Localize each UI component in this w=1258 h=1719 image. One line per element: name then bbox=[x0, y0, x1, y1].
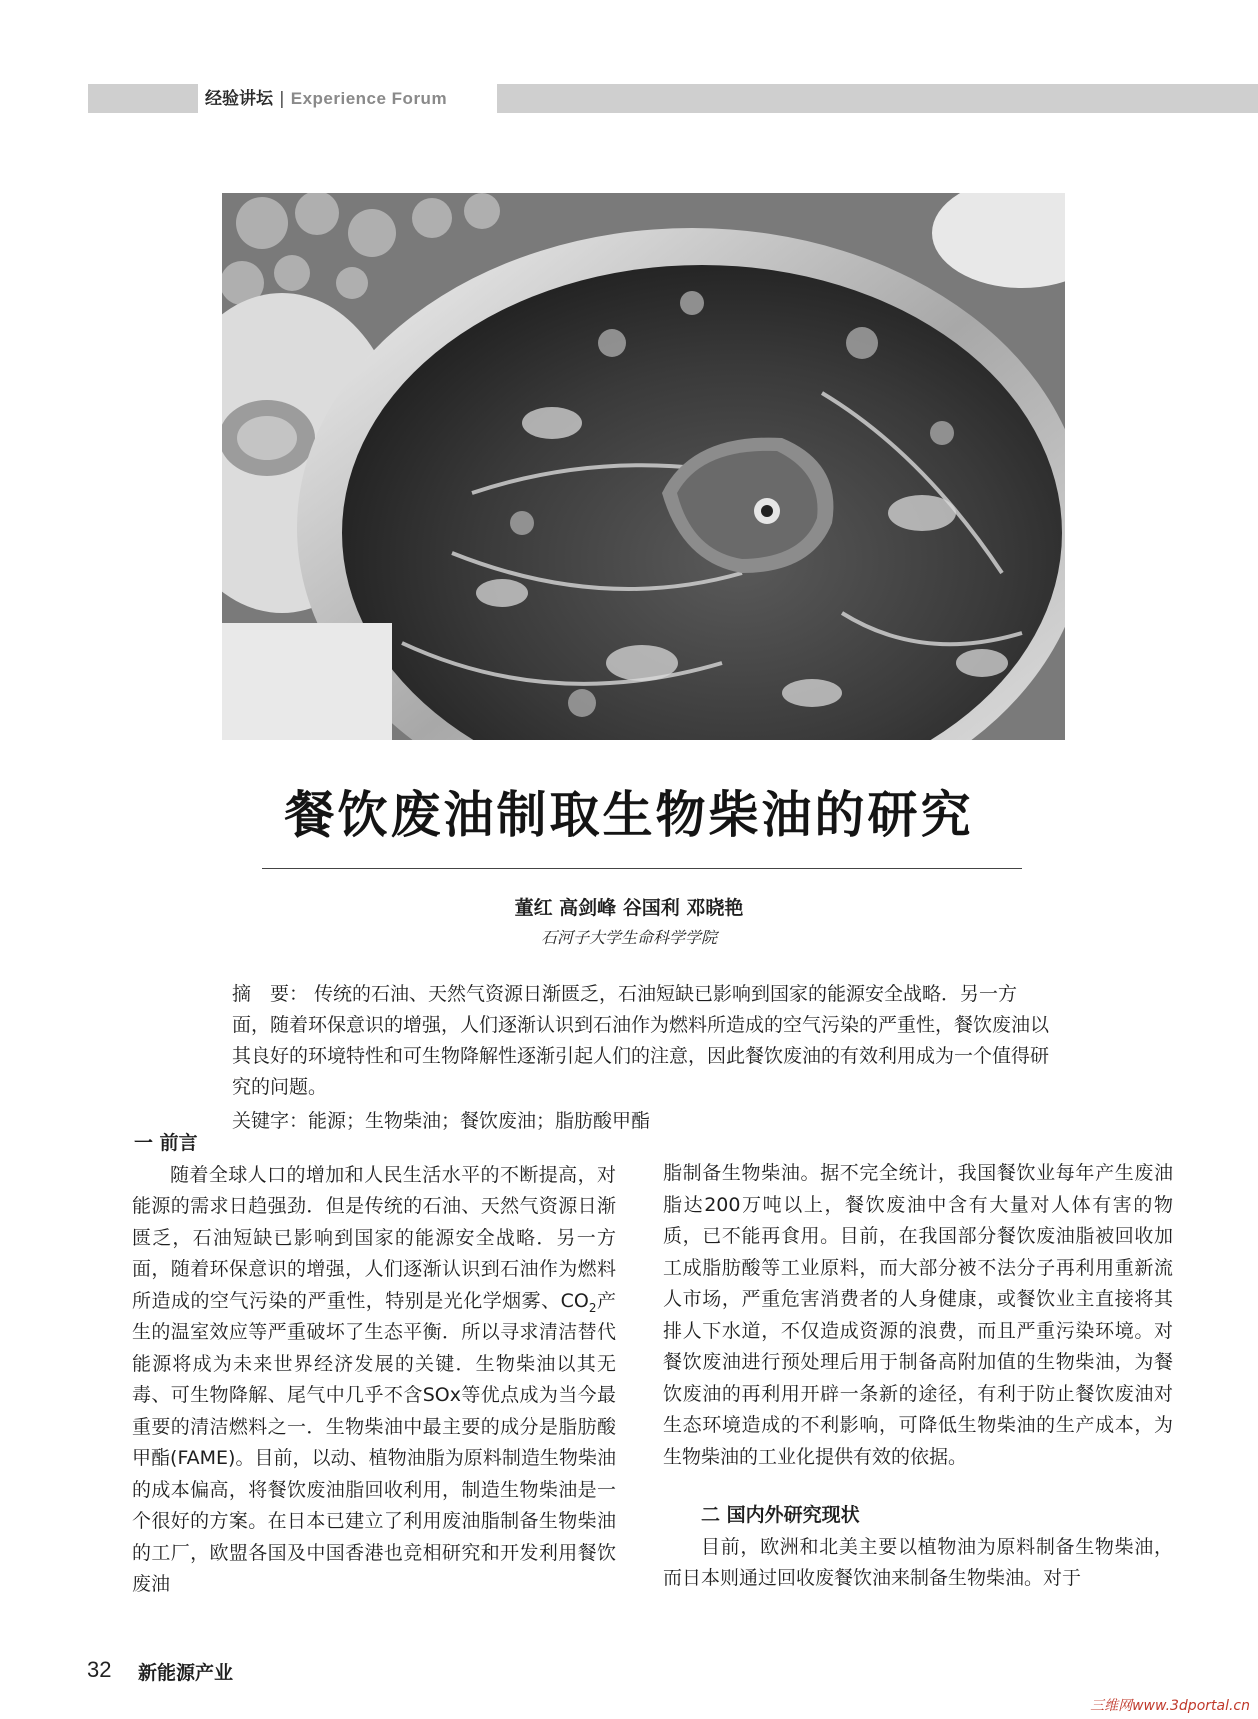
intro-text-part1: 随着全球人口的增加和人民生活水平的不断提高，对能源的需求日趋强劲．但是传统的石油、天然气资源日渐匮乏，石油短缺已影响到国家的能源安全战略．另一方面，随着环保意识的增强，人们逐渐认识到石油作为燃料所造成的空气污染的严重性，特别是光化学烟雾、CO bbox=[132, 1163, 616, 1312]
research-status-paragraph: 目前，欧洲和北美主要以植物油为原料制备生物柴油，而日本则通过回收废餐饮油来制备生物柴油。对于 bbox=[663, 1535, 1173, 1589]
body-column-right bbox=[663, 1158, 1173, 1595]
hotpot-photo-illustration bbox=[222, 193, 1065, 740]
header-section-cn: 经验讲坛 bbox=[205, 89, 273, 109]
abstract-label: 摘 要： bbox=[232, 983, 309, 1005]
intro-text-part2: 产生的温室效应等严重破坏了生态平衡．所以寻求清洁替代能源将成为未来世界经济发展的关键．生物柴油以其无毒、可生物降解、尾气中几乎不含SOx等优点成为当今最重要的清洁燃料之一．生物柴油中最主要的成分是脂肪酸甲酯(FAME)。目前，以动、植物油脂为原料制造生物柴油的成本偏高，将餐饮废油脂回收利用，制造生物柴油是一个很好的方案。在日本已建立了利用废油脂制备生物柴油的工厂，欧盟各国及中国香港也竞相研究和开发利用餐饮废油 bbox=[132, 1289, 616, 1595]
keywords-label: 关键字： bbox=[232, 1110, 309, 1132]
header-bar-left bbox=[88, 84, 198, 113]
article-authors: 董红 高剑峰 谷国利 邓晓艳 bbox=[514, 897, 744, 919]
title-divider bbox=[262, 868, 1022, 869]
page-number: 32 bbox=[87, 1657, 112, 1682]
abstract-text: 传统的石油、天然气资源日渐匮乏，石油短缺已影响到国家的能源安全战略．另一方面，随着环保意识的增强，人们逐渐认识到石油作为燃料所造成的空气污染的严重性，餐饮废油以其良好的环境特性和可生物降解性逐渐引起人们的注意，因此餐饮废油的有效利用成为一个值得研究的问题。 bbox=[232, 983, 1050, 1098]
journal-name: 新能源产业 bbox=[138, 1662, 234, 1684]
site-watermark: 三维网www.3dportal.cn bbox=[1090, 1698, 1250, 1714]
keywords-text: 能源；生物柴油；餐饮废油；脂肪酸甲酯 bbox=[308, 1110, 651, 1132]
section-heading-intro: 一 前言 bbox=[134, 1132, 198, 1154]
article-photo bbox=[222, 193, 1065, 740]
author-affiliation: 石河子大学生命科学学院 bbox=[540, 928, 717, 947]
article-title: 餐饮废油制取生物柴油的研究 bbox=[284, 785, 974, 844]
intro-paragraph-continued: 脂制备生物柴油。据不完全统计，我国餐饮业每年产生废油脂达200万吨以上，餐饮废油中含有大量对人体有害的物质，已不能再食用。目前，在我国部分餐饮废油脂被回收加工成脂肪酸等工业原料，而大部分被不法分子再利用重新流人市场，严重危害消费者的人身健康，或餐饮业主直接将其排人下水道，不仅造成资源的浪费，而且严重污染环境。对餐饮废油进行预处理后用于制备高附加值的生物柴油，为餐饮废油的再利用开辟一条新的途径，有利于防止餐饮废油对生态环境造成的不利影响，可降低生物柴油的生产成本，为生物柴油的工业化提供有效的依据。 bbox=[663, 1162, 1173, 1468]
running-header bbox=[205, 85, 447, 112]
header-section-en: Experience Forum bbox=[290, 89, 448, 108]
header-separator: | bbox=[279, 89, 285, 109]
intro-paragraph bbox=[132, 1160, 616, 1601]
header-bar-right bbox=[497, 84, 1258, 113]
abstract bbox=[232, 979, 1050, 1103]
co2-subscript: 2 bbox=[588, 1300, 597, 1315]
section-heading-research-status: 二 国内外研究现状 bbox=[701, 1504, 860, 1526]
body-column-left bbox=[132, 1128, 616, 1601]
